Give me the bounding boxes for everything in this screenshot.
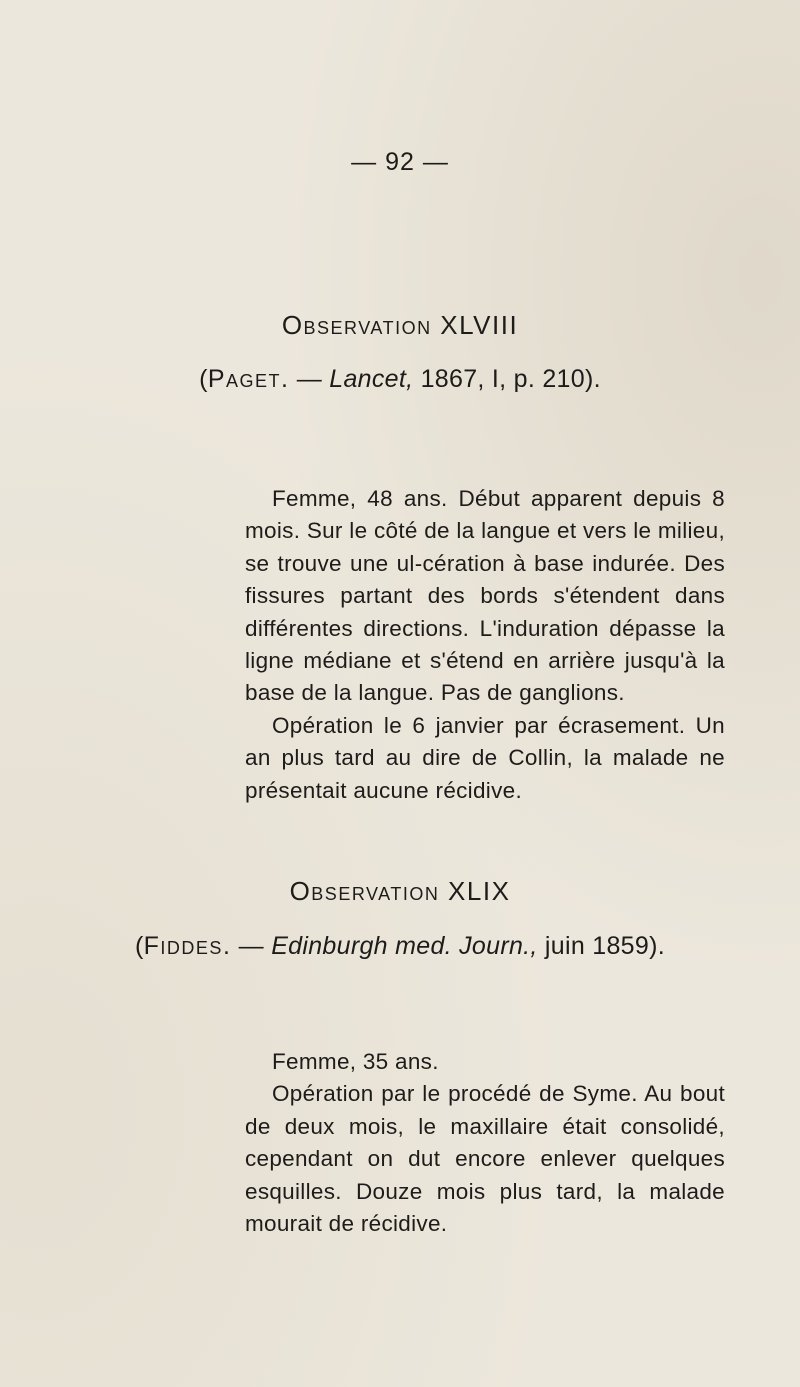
observation-heading: Observation XLIX <box>289 876 511 906</box>
source-dash: — <box>289 365 330 393</box>
source-author: Paget. <box>207 365 290 393</box>
source-author: Fiddes. <box>143 932 232 960</box>
source-journal: Edinburgh med. Journ., <box>271 932 538 960</box>
source-open: ( <box>199 365 208 393</box>
observation-body <box>245 1046 725 1240</box>
source-details: juin 1859). <box>537 932 665 960</box>
source-open: ( <box>135 932 144 960</box>
page-number: — 92 — <box>351 148 449 176</box>
paragraph: Femme, 48 ans. Début apparent depuis 8 mois. Sur le côté de la langue et vers le milieu, se trouve une ul-cération à base indurée. Des fissures partant des bords s'étendent dans différentes directions. L'induration dépasse la ligne médiane et s'étend en arrière jusqu'à la base de la langue. Pas de ganglions. <box>245 486 725 706</box>
paragraph: Femme, 35 ans. <box>272 1049 439 1074</box>
paragraph: Opération par le procédé de Syme. Au bout de deux mois, le maxillaire était consolidé, cependant on dut encore enlever quelques esquilles. Douze mois plus tard, la malade mourait de récidive. <box>245 1081 725 1237</box>
source-dash: — <box>231 932 272 960</box>
paragraph: Opération le 6 janvier par écrasement. Un an plus tard au dire de Collin, la malade ne présentait aucune récidive. <box>245 712 725 803</box>
source-details: 1867, I, p. 210). <box>413 365 601 393</box>
source-journal: Lancet, <box>329 365 414 393</box>
observation-heading: Observation XLVIII <box>281 310 519 340</box>
observation-source <box>0 365 800 394</box>
observation-body <box>245 483 725 807</box>
observation-source <box>0 932 800 961</box>
